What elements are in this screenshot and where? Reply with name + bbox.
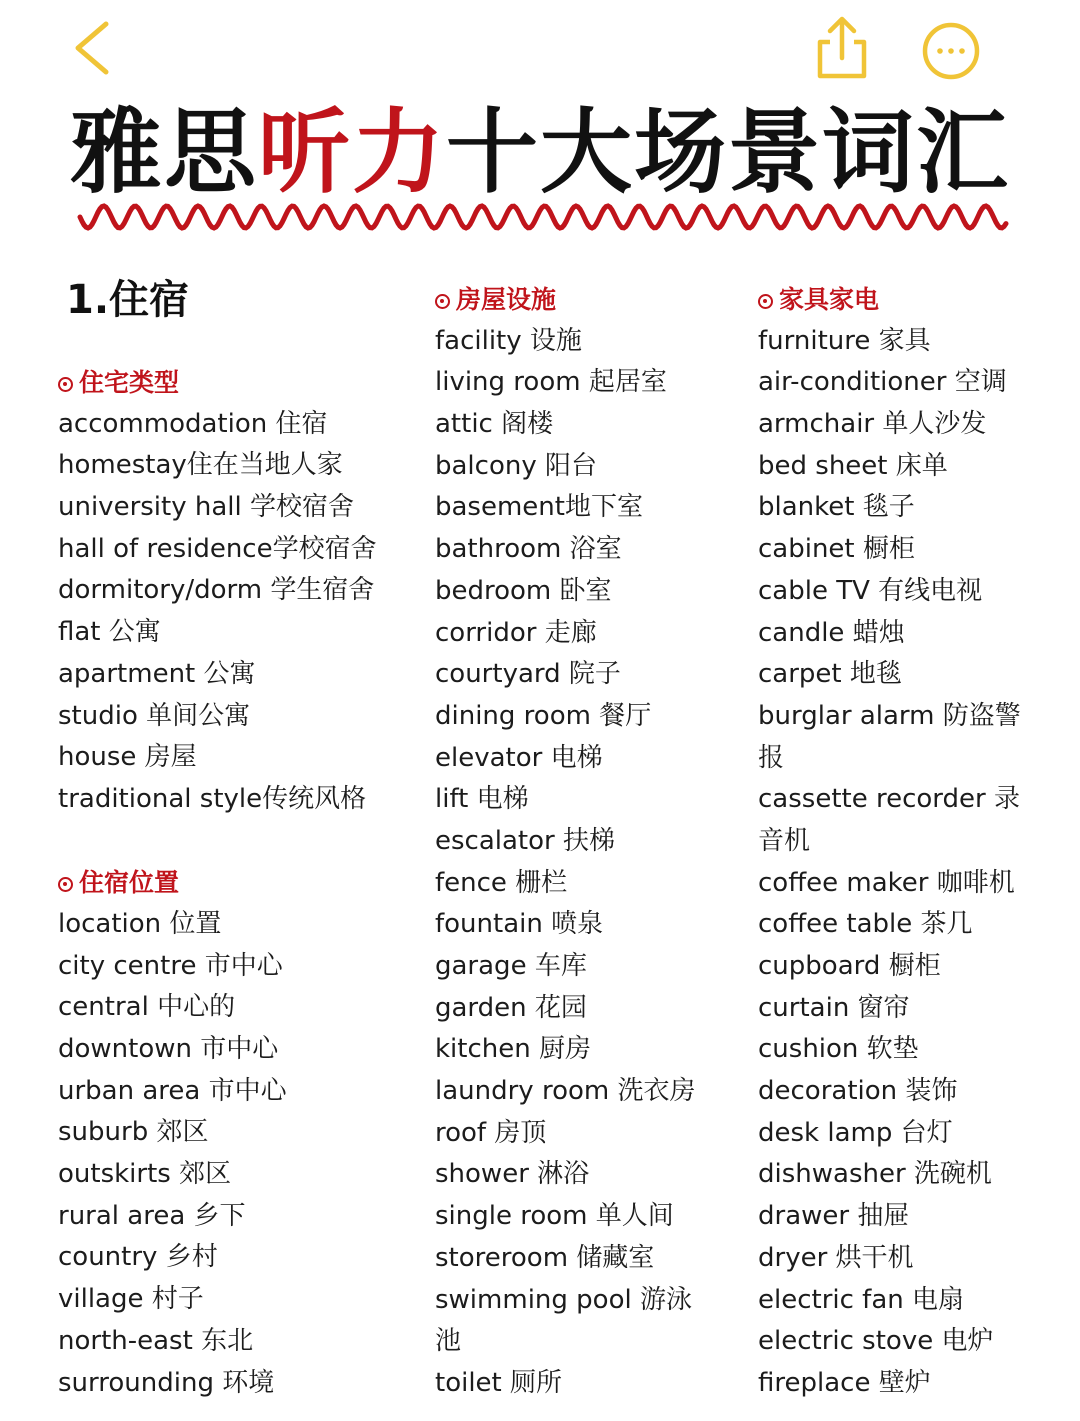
- vocab-item: laundry room 洗衣房: [435, 1076, 696, 1107]
- more-icon[interactable]: [920, 20, 982, 82]
- vocab-item: village 村子: [58, 1284, 204, 1315]
- vocab-item: carpet 地毯: [758, 659, 902, 690]
- vocab-item: escalator 扶梯: [435, 825, 615, 856]
- vocab-item: garden 花园: [435, 992, 587, 1023]
- vocab-item: country 乡村: [58, 1242, 218, 1273]
- category-heading-label: 房屋设施: [456, 285, 557, 314]
- vocab-item: apartment 公寓: [58, 658, 256, 689]
- vocab-item: coffee table 茶几: [758, 909, 973, 940]
- title-underline-wave: [76, 200, 1010, 234]
- category-heading: [58, 362, 418, 404]
- vocab-item: surrounding 环境: [58, 1367, 275, 1398]
- category-heading: [58, 862, 418, 904]
- target-bullet-icon: [435, 294, 450, 309]
- vocab-item: blanket 毯子: [758, 492, 915, 523]
- vocab-item: desk lamp 台灯: [758, 1117, 953, 1148]
- vocab-item: downtown 市中心: [58, 1034, 279, 1064]
- vocab-item: electric fan 电扇: [758, 1284, 965, 1315]
- vocab-item: burglar alarm 防盗警: [758, 700, 1021, 731]
- vocab-item: air-conditioner 空调: [758, 367, 1007, 398]
- vocab-item: 报: [758, 742, 785, 773]
- vocab-item: dryer 烘干机: [758, 1242, 914, 1273]
- category-heading-label: 住宅类型: [79, 368, 180, 397]
- vocab-item: city centre 市中心: [58, 950, 283, 981]
- vocab-item: armchair 单人沙发: [758, 409, 987, 440]
- vocab-item: fountain 喷泉: [435, 909, 604, 940]
- vocab-item: toilet 厕所: [435, 1367, 563, 1398]
- title-part-3: 十大场景词汇: [446, 99, 1011, 206]
- target-bullet-icon: [58, 377, 73, 392]
- category-heading-label: 住宿位置: [79, 868, 180, 898]
- vocab-item: single room 单人间: [435, 1201, 674, 1232]
- group-spacer: [58, 821, 418, 863]
- vocab-item: 音机: [758, 825, 811, 856]
- vocab-column-2: [435, 279, 735, 1405]
- vocab-item: candle 蜡烛: [758, 617, 905, 648]
- share-icon[interactable]: [812, 14, 872, 80]
- vocab-column-1: [58, 362, 418, 1404]
- vocab-item: cable TV 有线电视: [758, 575, 983, 606]
- vocab-item: furniture 家具: [758, 325, 931, 356]
- target-bullet-icon: [758, 294, 773, 309]
- vocab-item: house 房屋: [58, 742, 197, 773]
- vocab-item: garage 车库: [435, 951, 587, 981]
- vocab-item: traditional style传统风格: [58, 783, 367, 814]
- vocab-item: outskirts 郊区: [58, 1159, 232, 1190]
- chevron-left-icon[interactable]: [68, 20, 118, 76]
- category-heading: [435, 279, 735, 321]
- vocab-item: hall of residence学校宿舍: [58, 533, 377, 564]
- vocab-item: north-east 东北: [58, 1325, 254, 1356]
- vocab-item: elevator 电梯: [435, 742, 603, 773]
- vocab-item: drawer 抽屉: [758, 1201, 910, 1232]
- vocab-item: studio 单间公寓: [58, 700, 251, 731]
- category-heading-label: 家具家电: [779, 285, 880, 314]
- vocab-item: corridor 走廊: [435, 617, 597, 648]
- page-title: [0, 98, 1080, 208]
- vocab-item: kitchen 厨房: [435, 1034, 591, 1065]
- vocab-item: 池: [435, 1326, 462, 1357]
- vocab-item: homestay住在当地人家: [58, 450, 343, 481]
- vocab-item: urban area 市中心: [58, 1075, 287, 1106]
- vocab-item: dishwasher 洗碗机: [758, 1159, 992, 1190]
- vocab-item: lift 电梯: [435, 784, 529, 815]
- vocab-item: basement地下室: [435, 492, 643, 523]
- vocab-item: swimming pool 游泳: [435, 1284, 692, 1315]
- vocab-item: cabinet 橱柜: [758, 534, 915, 565]
- vocab-item: fireplace 壁炉: [758, 1367, 931, 1398]
- vocab-item: cushion 软垫: [758, 1034, 919, 1065]
- vocab-item: bedroom 卧室: [435, 575, 612, 606]
- vocab-item: electric stove 电炉: [758, 1326, 994, 1357]
- vocab-item: roof 房顶: [435, 1117, 547, 1148]
- vocab-item: bed sheet 床单: [758, 450, 948, 481]
- vocab-item: attic 阁楼: [435, 409, 554, 440]
- vocab-column-3: [758, 279, 1058, 1405]
- vocab-item: central 中心的: [58, 992, 236, 1023]
- vocab-item: dining room 餐厅: [435, 700, 652, 731]
- title-part-1: 雅思: [69, 99, 258, 206]
- vocab-item: accommodation 住宿: [58, 408, 328, 439]
- vocab-item: shower 淋浴: [435, 1159, 590, 1190]
- category-heading: [758, 279, 1058, 321]
- vocab-item: living room 起居室: [435, 367, 667, 398]
- vocab-item: storeroom 储藏室: [435, 1242, 655, 1273]
- vocab-item: dormitory/dorm 学生宿舍: [58, 575, 375, 606]
- vocab-item: facility 设施: [435, 325, 582, 356]
- vocab-item: balcony 阳台: [435, 450, 597, 481]
- top-toolbar: [0, 0, 1080, 100]
- vocab-item: bathroom 浴室: [435, 534, 622, 565]
- vocab-item: fence 栅栏: [435, 867, 568, 898]
- vocab-item: suburb 郊区: [58, 1117, 209, 1148]
- vocab-item: coffee maker 咖啡机: [758, 867, 1015, 898]
- vocab-item: curtain 窗帘: [758, 992, 910, 1023]
- target-bullet-icon: [58, 877, 73, 892]
- vocab-item: university hall 学校宿舍: [58, 492, 354, 523]
- vocab-item: flat 公寓: [58, 617, 161, 648]
- section-title: 1.住宿: [66, 277, 190, 323]
- vocab-item: decoration 装饰: [758, 1076, 958, 1107]
- vocab-item: cupboard 橱柜: [758, 951, 941, 981]
- title-part-highlight: 听力: [257, 99, 446, 206]
- vocab-item: courtyard 院子: [435, 659, 621, 690]
- vocab-item: location 位置: [58, 908, 222, 939]
- vocab-item: rural area 乡下: [58, 1200, 246, 1231]
- vocab-item: cassette recorder 录: [758, 784, 1020, 815]
